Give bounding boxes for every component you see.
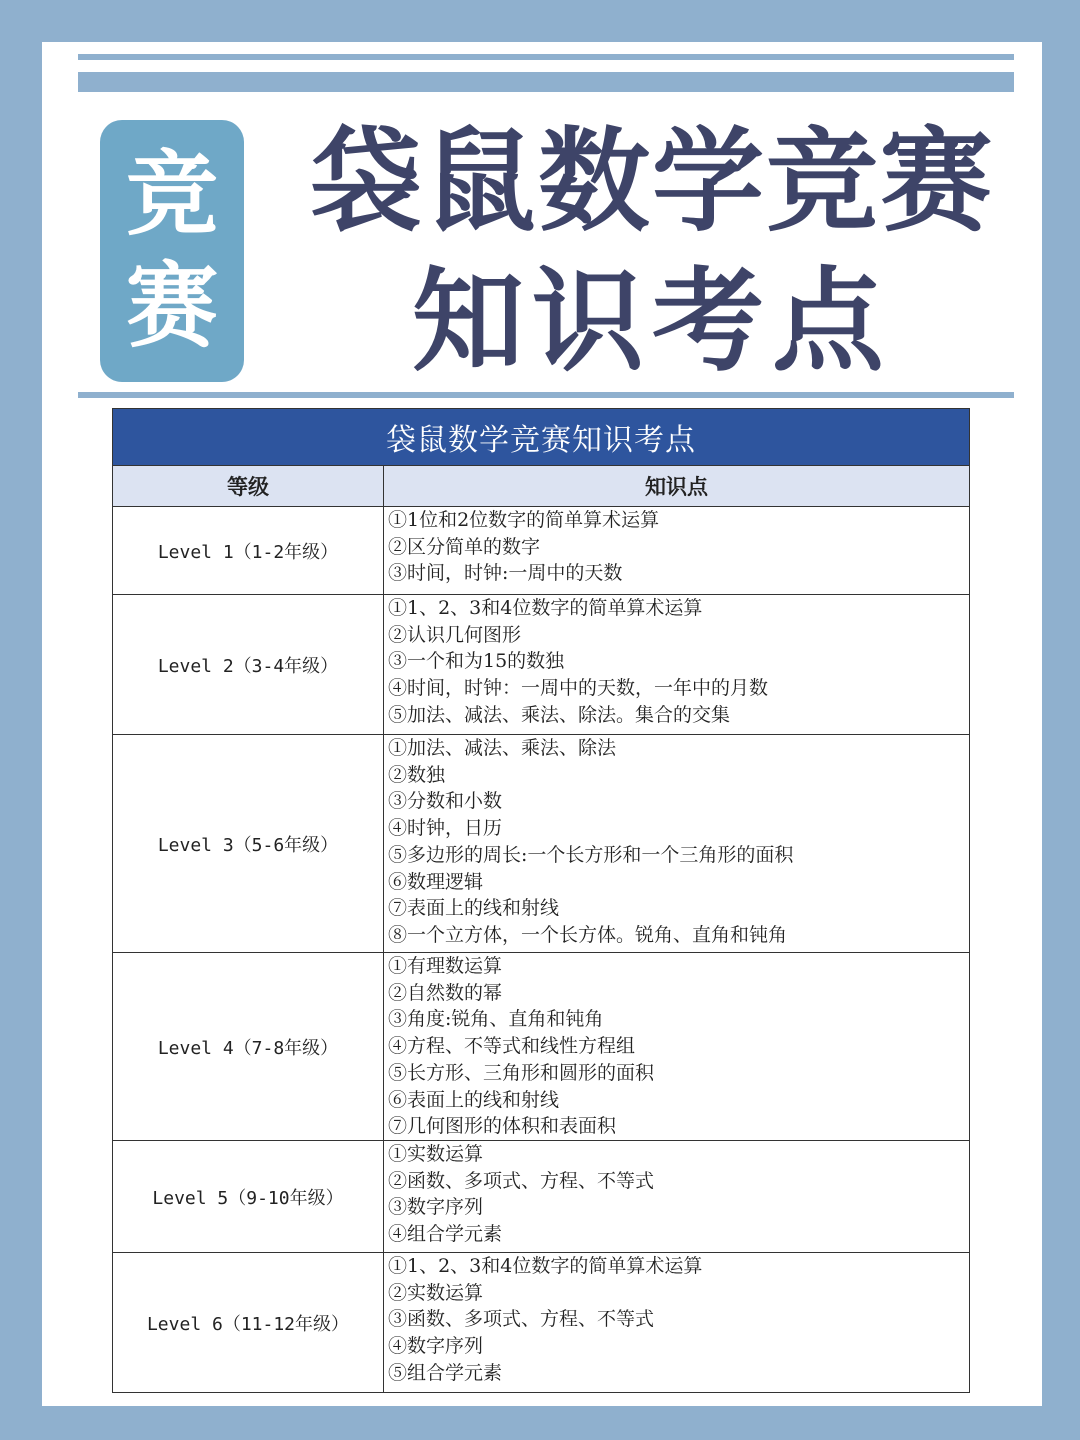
level-cell: Level 5（9-10年级） bbox=[113, 1141, 384, 1253]
knowledge-point: ③角度:锐角、直角和钝角 bbox=[388, 1008, 604, 1031]
points-cell bbox=[384, 595, 970, 735]
knowledge-point: ⑥表面上的线和射线 bbox=[388, 1088, 560, 1111]
knowledge-point: ⑤加法、减法、乘法、除法。集合的交集 bbox=[388, 703, 731, 726]
title-line-2: 知识考点 bbox=[412, 257, 892, 387]
knowledge-point: ②认识几何图形 bbox=[388, 623, 522, 646]
level-cell: Level 3（5-6年级） bbox=[113, 735, 384, 953]
table-row bbox=[113, 507, 970, 595]
knowledge-point: ④时间，时钟：一周中的天数，一年中的月数 bbox=[388, 677, 769, 700]
knowledge-point: ⑧一个立方体，一个长方体。锐角、直角和钝角 bbox=[388, 923, 788, 946]
table-row bbox=[113, 735, 970, 953]
knowledge-point: ④数字序列 bbox=[388, 1335, 484, 1358]
knowledge-point: ①1位和2位数字的简单算术运算 bbox=[388, 509, 660, 531]
knowledge-point: ⑦几何图形的体积和表面积 bbox=[388, 1115, 617, 1138]
knowledge-table bbox=[112, 408, 970, 1393]
knowledge-point: ③一个和为15的数独 bbox=[388, 650, 565, 673]
page-title bbox=[262, 112, 1042, 392]
knowledge-point: ⑤长方形、三角形和圆形的面积 bbox=[388, 1061, 655, 1084]
level-cell: Level 1（1-2年级） bbox=[113, 507, 384, 595]
table-row bbox=[113, 1141, 970, 1253]
badge-char-1: 竞 bbox=[125, 141, 218, 248]
knowledge-point: ①1、2、3和4位数字的简单算术运算 bbox=[388, 1255, 703, 1277]
points-cell bbox=[384, 507, 970, 595]
column-header-points: 知识点 bbox=[384, 466, 970, 507]
knowledge-point: ①实数运算 bbox=[388, 1143, 484, 1165]
knowledge-point: ③分数和小数 bbox=[388, 790, 503, 813]
title-line-1: 袋鼠数学竞赛 bbox=[310, 117, 994, 247]
badge-char-2: 赛 bbox=[125, 253, 218, 360]
title-underline bbox=[78, 392, 1014, 398]
table-body bbox=[113, 507, 970, 1393]
top-divider-thick bbox=[78, 72, 1014, 92]
column-header-level: 等级 bbox=[113, 466, 384, 507]
table-caption: 袋鼠数学竞赛知识考点 bbox=[113, 409, 970, 466]
knowledge-point: ⑦表面上的线和射线 bbox=[388, 897, 560, 920]
knowledge-point: ②区分简单的数字 bbox=[388, 535, 541, 558]
points-cell bbox=[384, 953, 970, 1141]
points-cell bbox=[384, 1141, 970, 1253]
knowledge-point: ④时钟，日历 bbox=[388, 817, 503, 840]
knowledge-point: ③时间，时钟:一周中的天数 bbox=[388, 562, 623, 585]
level-cell: Level 2（3-4年级） bbox=[113, 595, 384, 735]
table-row bbox=[113, 1253, 970, 1393]
knowledge-point: ④组合学元素 bbox=[388, 1223, 503, 1246]
knowledge-point: ②数独 bbox=[388, 763, 446, 786]
knowledge-point: ⑤组合学元素 bbox=[388, 1361, 503, 1384]
content-card bbox=[42, 42, 1042, 1406]
knowledge-point: ①加法、减法、乘法、除法 bbox=[388, 737, 617, 759]
knowledge-point: ③函数、多项式、方程、不等式 bbox=[388, 1308, 655, 1331]
knowledge-point: ①有理数运算 bbox=[388, 955, 503, 977]
level-cell: Level 6（11-12年级） bbox=[113, 1253, 384, 1393]
level-cell: Level 4（7-8年级） bbox=[113, 953, 384, 1141]
top-divider-thin bbox=[78, 54, 1014, 60]
knowledge-point: ②实数运算 bbox=[388, 1281, 484, 1304]
knowledge-point: ⑤多边形的周长:一个长方形和一个三角形的面积 bbox=[388, 843, 794, 866]
knowledge-point: ①1、2、3和4位数字的简单算术运算 bbox=[388, 597, 703, 619]
knowledge-point: ⑥数理逻辑 bbox=[388, 870, 484, 893]
knowledge-point: ④方程、不等式和线性方程组 bbox=[388, 1035, 636, 1058]
points-cell bbox=[384, 1253, 970, 1393]
badge bbox=[100, 120, 244, 382]
table-row bbox=[113, 953, 970, 1141]
knowledge-point: ②自然数的幂 bbox=[388, 981, 503, 1004]
knowledge-point: ③数字序列 bbox=[388, 1196, 484, 1219]
knowledge-point: ②函数、多项式、方程、不等式 bbox=[388, 1169, 655, 1192]
points-cell bbox=[384, 735, 970, 953]
table-row bbox=[113, 595, 970, 735]
